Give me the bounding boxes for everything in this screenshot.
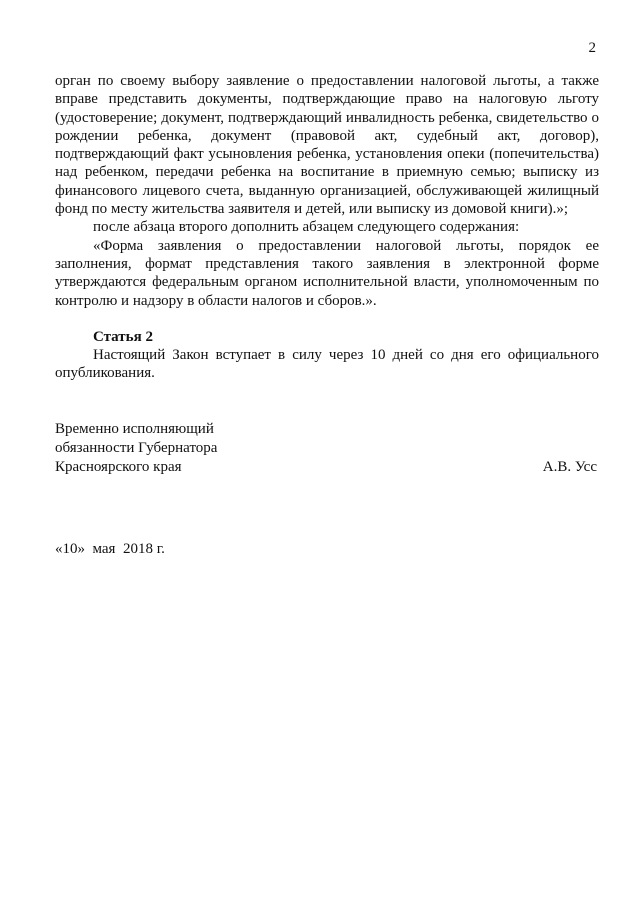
article-title: Статья 2 (93, 328, 153, 345)
document-body (55, 72, 599, 383)
document-date: «10» мая 2018 г. (55, 541, 165, 557)
page-number: 2 (588, 40, 596, 56)
signature-position-line-2: обязанности Губернатора (55, 440, 218, 456)
signature-position-line-1: Временно исполняющий (55, 421, 214, 437)
paragraph-3: «Форма заявления о предоставлении налоговой льготы, порядок ее заполнения, формат представления такого заявления в электронной форме утверждаются федеральным органом исполнительной власти, уполномоченным по контролю и надзору в области налогов и сборов.». (55, 237, 599, 309)
paragraph-1: орган по своему выбору заявление о предоставлении налоговой льготы, а также вправе представить документы, подтверждающие право на налоговую льготу (удостоверение; документ, подтверждающий инвалидность ребенка, свидетельство о рождении ребенка, документ (правовой акт, судебный акт, договор), подтверждающий факт усыновления ребенка, установления опеки (попечительства) над ребенком, передачи ребенка на воспитание в приемную семью; выписку из финансового лицевого счета, выданную организацией, обслуживающей жилищный фонд по месту жительства заявителя и детей, или выписку из домовой книги).»; (55, 73, 599, 218)
paragraph-2: после абзаца второго дополнить абзацем следующего содержания: (93, 219, 520, 236)
signature-position-line-3: Красноярского края (55, 459, 182, 475)
signatory-name: А.В. Усс (542, 459, 597, 475)
article-text: Настоящий Закон вступает в силу через 10 дней со дня его официального опубликования. (55, 347, 599, 382)
signature-block (55, 420, 599, 477)
